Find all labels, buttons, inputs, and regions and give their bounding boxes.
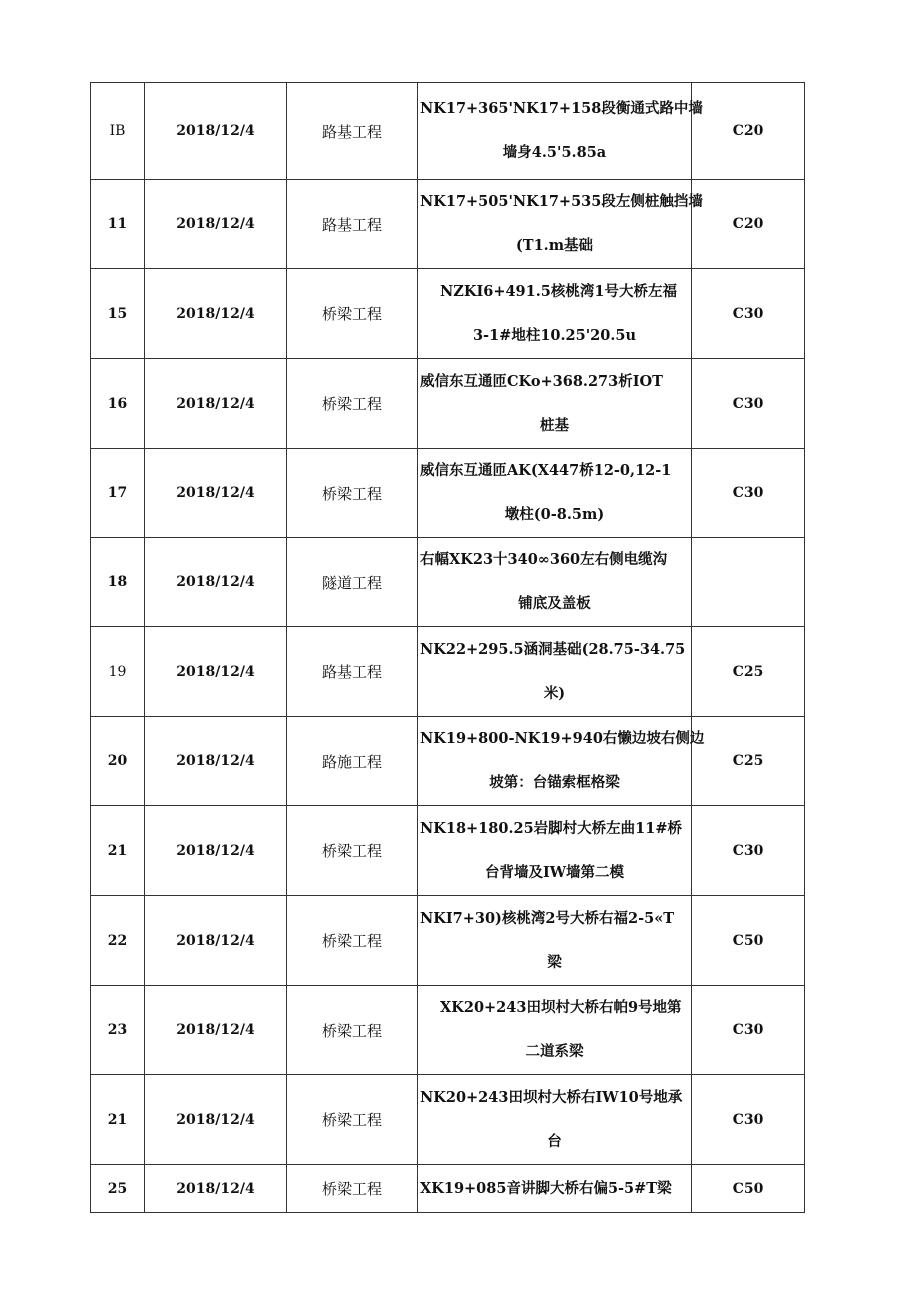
description-line-1: NK22+295.5涵洞基础(28.75-34.75 — [420, 640, 686, 658]
description-line-1: NK17+365'NK17+158段衡通式路中墙 — [420, 100, 703, 117]
description-line-2: 桩基 — [540, 416, 569, 434]
table-row — [91, 359, 805, 449]
work-type: 桥梁工程 — [287, 806, 418, 896]
row-number: 25 — [91, 1165, 145, 1213]
pour-date: 2018/12/4 — [145, 627, 287, 717]
description-line-2: 墩柱(0-8.5m) — [504, 506, 605, 523]
description-line-1: NK20+243田坝村大桥右IW10号地承 — [420, 1088, 683, 1106]
concrete-grade: C50 — [692, 1165, 805, 1213]
description-line-1: NKI7+30)核桃湾2号大桥右福2-5«T — [420, 909, 675, 927]
work-description — [418, 627, 692, 717]
table-row — [91, 896, 805, 986]
table-row — [91, 1165, 805, 1213]
row-number: 21 — [91, 806, 145, 896]
table-row — [91, 449, 805, 538]
table-row — [91, 717, 805, 806]
concrete-grade: C20 — [692, 83, 805, 180]
work-description — [418, 269, 692, 359]
description-line-2: 台 — [547, 1132, 562, 1150]
work-type: 桥梁工程 — [287, 896, 418, 986]
pour-date: 2018/12/4 — [145, 806, 287, 896]
description-line-1: XK19+085音讲脚大桥右偏5-5#T梁 — [420, 1179, 672, 1197]
concrete-grade: C30 — [692, 359, 805, 449]
description-line-1: 威信东互通匝CKo+368.273析IOT — [420, 372, 663, 390]
concrete-grade: C30 — [692, 449, 805, 538]
description-line-1: NK18+180.25岩脚村大桥左曲11#桥 — [420, 819, 683, 837]
work-description — [418, 1165, 692, 1213]
row-number: 15 — [91, 269, 145, 359]
description-line-1: 威信东互通匝AK(X447桥12-0,12-1 — [420, 462, 672, 479]
row-number: 16 — [91, 359, 145, 449]
concrete-grade: C25 — [692, 717, 805, 806]
concrete-grade: C50 — [692, 896, 805, 986]
concrete-grade: C25 — [692, 627, 805, 717]
row-number: 19 — [91, 627, 145, 717]
pour-date: 2018/12/4 — [145, 1165, 287, 1213]
description-line-1: NK17+505'NK17+535段左侧桩触挡墙 — [420, 193, 703, 210]
row-number: 11 — [91, 180, 145, 269]
pour-date: 2018/12/4 — [145, 986, 287, 1075]
work-type: 隧道工程 — [287, 538, 418, 627]
table-row — [91, 83, 805, 180]
pour-date: 2018/12/4 — [145, 1075, 287, 1165]
row-number: 20 — [91, 717, 145, 806]
pour-date: 2018/12/4 — [145, 180, 287, 269]
row-number: 23 — [91, 986, 145, 1075]
description-line-2: 二道系梁 — [525, 1043, 584, 1060]
pour-date: 2018/12/4 — [145, 896, 287, 986]
description-line-2: 坡第：台锚索框格梁 — [489, 774, 620, 791]
concrete-grade: C30 — [692, 986, 805, 1075]
work-description — [418, 896, 692, 986]
table-row — [91, 627, 805, 717]
table-row — [91, 1075, 805, 1165]
description-line-2: 台背墙及IW墙第二模 — [484, 863, 625, 881]
work-type: 路基工程 — [287, 627, 418, 717]
work-description — [418, 449, 692, 538]
pour-date: 2018/12/4 — [145, 717, 287, 806]
work-description — [418, 717, 705, 806]
description-line-1: 右幅XK23十340∞360左右侧电缆沟 — [420, 551, 668, 568]
work-description — [418, 1075, 692, 1165]
work-type: 桥梁工程 — [287, 359, 418, 449]
work-type: 桥梁工程 — [287, 1165, 418, 1213]
description-line-2: 3-1#地柱10.25'20.5u — [472, 326, 637, 344]
work-type: 路基工程 — [287, 180, 418, 269]
row-number: 17 — [91, 449, 145, 538]
pour-date: 2018/12/4 — [145, 83, 287, 180]
row-number: 21 — [91, 1075, 145, 1165]
work-description — [418, 83, 703, 180]
description-line-2: (T1.m基础 — [515, 237, 594, 254]
work-type: 桥梁工程 — [287, 1075, 418, 1165]
table-row — [91, 180, 805, 269]
row-number: 18 — [91, 538, 145, 627]
description-line-1: NK19+800-NK19+940右懒边坡右侧边 — [420, 730, 705, 747]
construction-log-table — [90, 82, 805, 1213]
description-line-2: 米) — [543, 684, 566, 702]
pour-date: 2018/12/4 — [145, 269, 287, 359]
description-line-2: 梁 — [547, 953, 562, 971]
pour-date: 2018/12/4 — [145, 538, 287, 627]
work-type: 路基工程 — [287, 83, 418, 180]
concrete-grade: C20 — [692, 180, 805, 269]
pour-date: 2018/12/4 — [145, 359, 287, 449]
work-description — [418, 538, 692, 627]
concrete-grade: C30 — [692, 806, 805, 896]
concrete-grade: C30 — [692, 269, 805, 359]
description-line-1: XK20+243田坝村大桥右帕9号地第 — [440, 999, 682, 1016]
work-description — [418, 359, 692, 449]
work-type: 桥梁工程 — [287, 986, 418, 1075]
row-number: 22 — [91, 896, 145, 986]
concrete-grade — [692, 538, 805, 627]
pour-date: 2018/12/4 — [145, 449, 287, 538]
work-description — [418, 180, 703, 269]
table-row — [91, 269, 805, 359]
description-line-2: 墙身4.5'5.85a — [502, 144, 607, 161]
description-line-2: 铺底及盖板 — [518, 595, 591, 612]
description-line-1: NZKI6+491.5核桃湾1号大桥左福 — [440, 282, 677, 300]
table-row — [91, 538, 805, 627]
work-description — [418, 806, 692, 896]
row-number: IB — [91, 83, 145, 180]
table-row — [91, 806, 805, 896]
work-type: 桥梁工程 — [287, 269, 418, 359]
table-row — [91, 986, 805, 1075]
work-type: 路施工程 — [287, 717, 418, 806]
concrete-grade: C30 — [692, 1075, 805, 1165]
work-type: 桥梁工程 — [287, 449, 418, 538]
work-description — [418, 986, 692, 1075]
